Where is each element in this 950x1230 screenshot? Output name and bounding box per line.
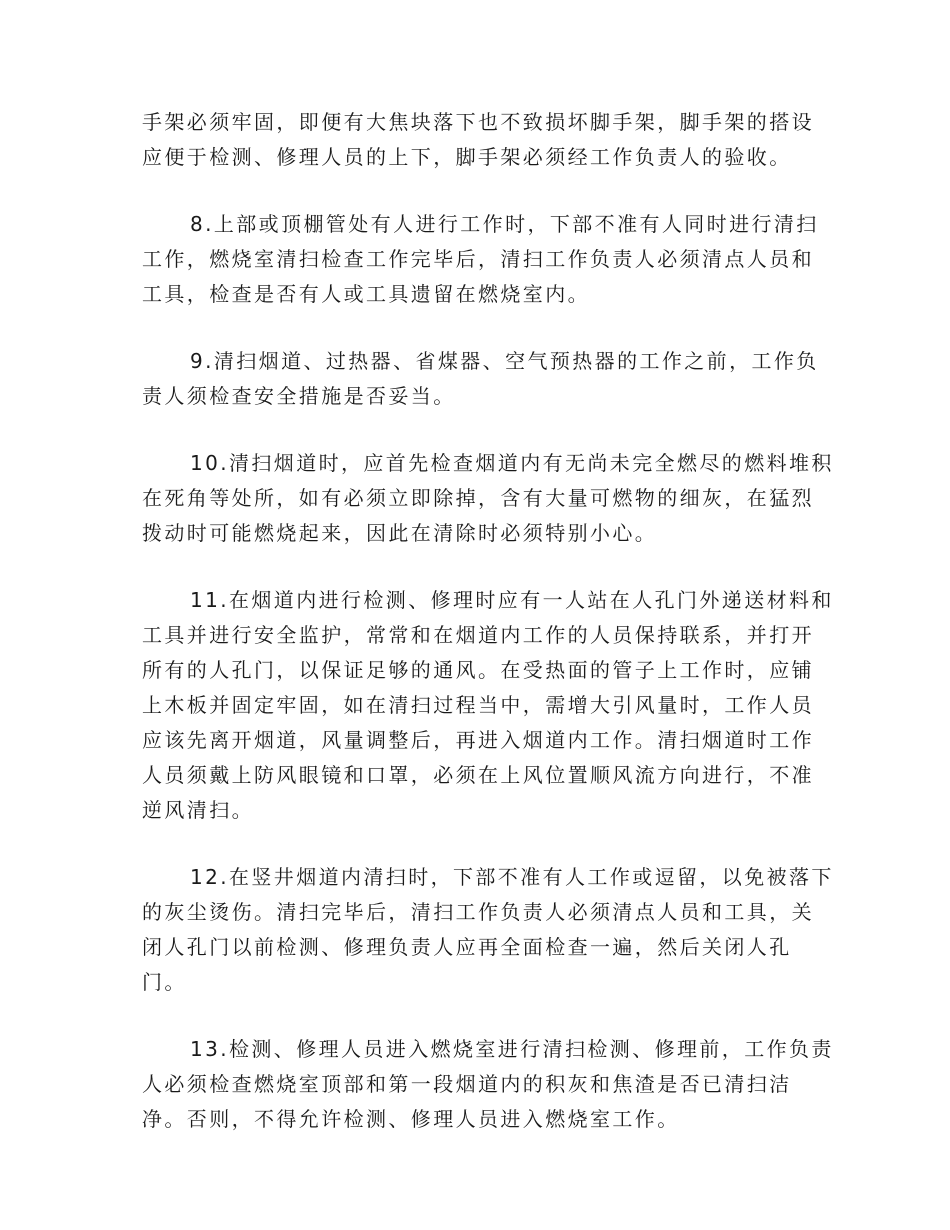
text-line: 工具，检查是否有人或工具遗留在燃烧室内。 [142,282,590,306]
text-line: 责人须检查安全措施是否妥当。 [142,384,456,408]
text-line: 净。否则，不得允许检测、修理人员进入燃烧室工作。 [142,1107,680,1131]
text-line: 12.在竖井烟道内清扫时，下部不准有人工作或逗留，以免被落下 [190,865,834,889]
text-line: 工作，燃烧室清扫检查工作完毕后，清扫工作负责人必须清点人员和 [142,247,814,271]
paragraph-item-10 [142,446,834,551]
text-line: 8.上部或顶棚管处有人进行工作时，下部不准有人同时进行清扫 [190,212,819,236]
text-line: 人员须戴上防风眼镜和口罩，必须在上风位置顺风流方向进行，不准 [142,763,814,787]
text-line: 工具并进行安全监护，常常和在烟道内工作的人员保持联系，并打开 [142,623,814,647]
text-line: 9.清扫烟道、过热器、省煤器、空气预热器的工作之前，工作负 [190,349,819,373]
text-line: 人必须检查燃烧室顶部和第一段烟道内的积灰和焦渣是否已清扫洁 [142,1072,792,1096]
paragraph-item-11 [142,583,834,828]
text-line: 所有的人孔门，以保证足够的通风。在受热面的管子上工作时，应铺 [142,658,814,682]
paragraph-item-8 [142,207,819,312]
text-line: 应便于检测、修理人员的上下，脚手架必须经工作负责人的验收。 [142,145,792,169]
text-line: 13.检测、修理人员进入燃烧室进行清扫检测、修理前，工作负责 [190,1037,834,1061]
text-line: 逆风清扫。 [142,798,254,822]
text-line: 拨动时可能燃烧起来，因此在清除时必须特别小心。 [142,521,658,545]
paragraph-item-12 [142,860,834,1000]
text-line: 手架必须牢固，即便有大焦块落下也不致损坏脚手架，脚手架的搭设 [142,110,814,134]
text-line: 11.在烟道内进行检测、修理时应有一人站在人孔门外递送材料和 [190,588,834,612]
document-page [142,105,834,1169]
paragraph-continuation [142,105,814,175]
text-line: 的灰尘烫伤。清扫完毕后，清扫工作负责人必须清点人员和工具，关 [142,900,814,924]
paragraph-item-13 [142,1032,834,1137]
text-line: 10.清扫烟道时，应首先检查烟道内有无尚未完全燃尽的燃料堆积 [190,451,834,475]
text-line: 闭人孔门以前检测、修理负责人应再全面检查一遍，然后关闭人孔 [142,935,792,959]
text-line: 上木板并固定牢固，如在清扫过程当中，需增大引风量时，工作人员 [142,693,814,717]
text-line: 应该先离开烟道，风量调整后，再进入烟道内工作。清扫烟道时工作 [142,728,814,752]
text-line: 在死角等处所，如有必须立即除掉，含有大量可燃物的细灰，在猛烈 [142,486,814,510]
paragraph-item-9 [142,344,819,414]
text-line: 门。 [142,970,187,994]
